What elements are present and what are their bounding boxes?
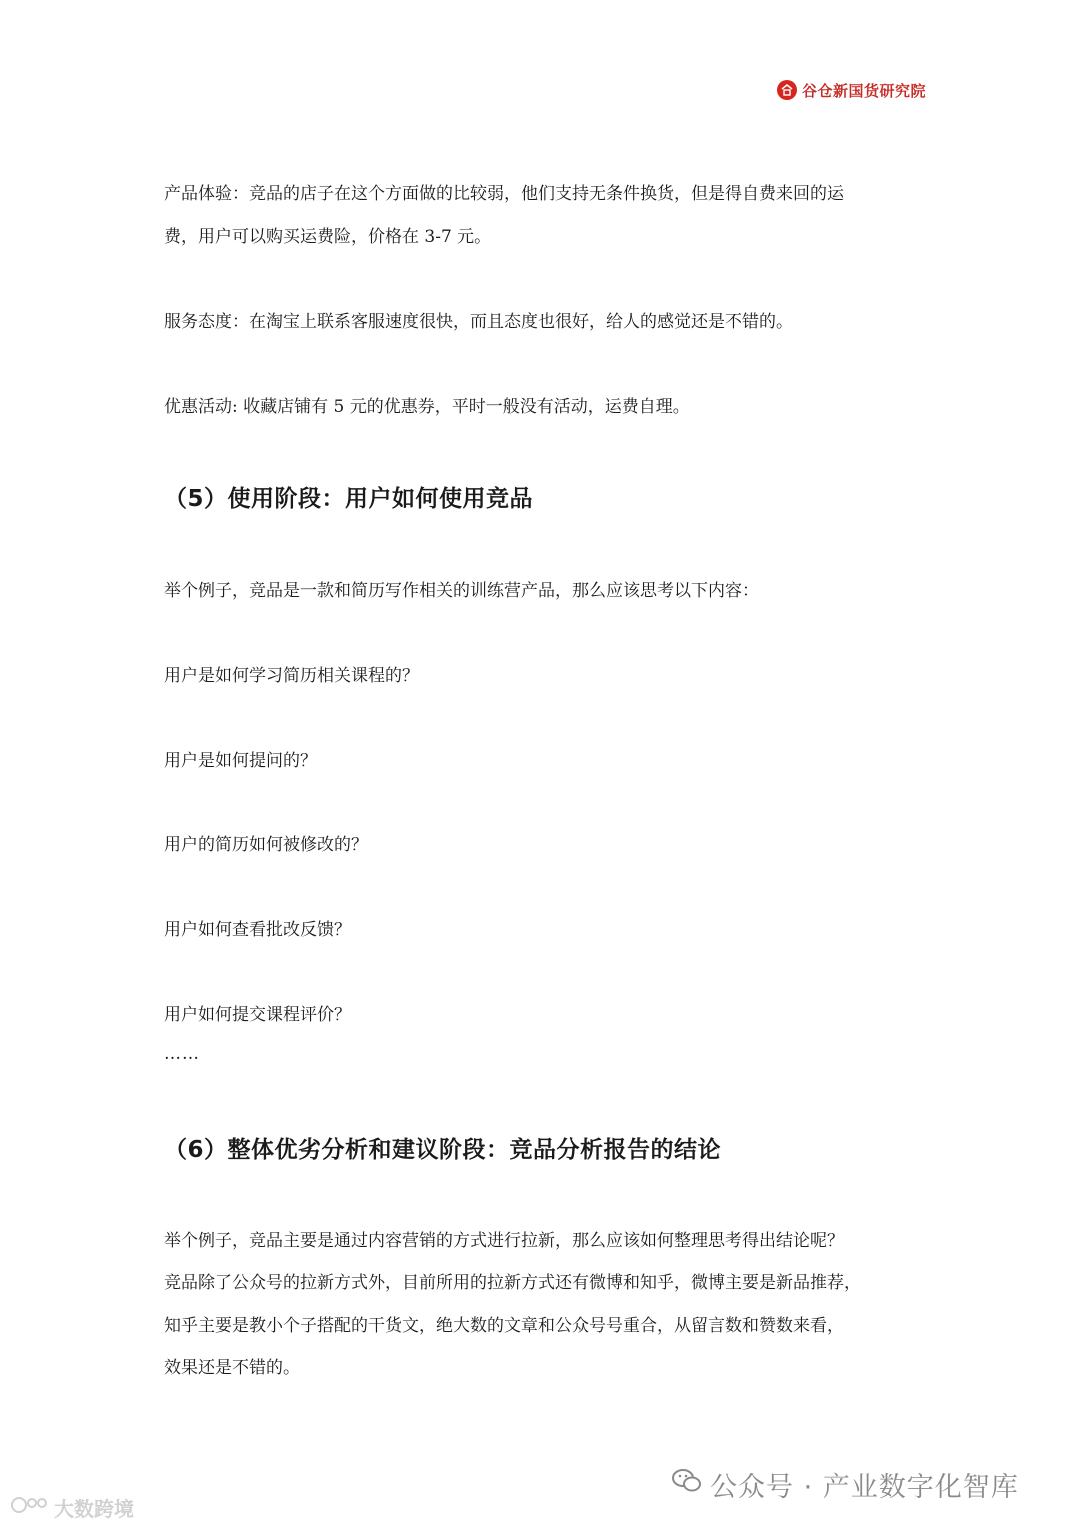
paragraph-promotion: 优惠活动: 收藏店铺有 5 元的优惠券，平时一般没有活动，运费自理。 — [164, 397, 690, 417]
paragraph-usage-example: 举个例子，竞品是一款和简历写作相关的训练营产品，那么应该思考以下内容： — [164, 581, 759, 601]
heading-usage-stage: （5）使用阶段：用户如何使用竞品 — [164, 486, 534, 512]
paragraph-conclusion-line1: 举个例子，竞品主要是通过内容营销的方式进行拉新，那么应该如何整理思考得出结论呢？ — [164, 1231, 844, 1251]
paragraph-conclusion-line3: 知乎主要是教小个子搭配的干货文，绝大数的文章和公众号号重合，从留言数和赞数来看， — [164, 1316, 844, 1336]
paragraph-conclusion-line2: 竞品除了公众号的拉新方式外，目前所用的拉新方式还有微博和知乎，微博主要是新品推荐， — [164, 1273, 861, 1293]
question-learn-courses: 用户是如何学习简历相关课程的？ — [164, 666, 419, 686]
brand-logo — [777, 78, 926, 102]
brand-mark-icon — [777, 80, 797, 100]
watermark-corner — [10, 1493, 134, 1522]
brand-name: 谷仓新国货研究院 — [802, 81, 927, 100]
question-view-feedback: 用户如何查看批改反馈？ — [164, 920, 351, 940]
paragraph-service-attitude: 服务态度：在淘宝上联系客服速度很快，而且态度也很好，给人的感觉还是不错的。 — [164, 312, 793, 332]
paragraph-product-experience-line2: 费，用户可以购买运费险，价格在 3-7 元。 — [164, 227, 492, 247]
question-submit-review: 用户如何提交课程评价？ — [164, 1005, 351, 1025]
paragraph-product-experience-line1: 产品体验：竞品的店子在这个方面做的比较弱，他们支持无条件换货，但是得自费来回的运 — [164, 184, 844, 204]
wechat-icon — [672, 1468, 702, 1501]
ellipsis: …… — [164, 1044, 200, 1064]
paragraph-conclusion-line4: 效果还是不错的。 — [164, 1358, 300, 1378]
corner-logo-icon — [10, 1494, 50, 1521]
watermark-corner-text: 大数跨境 — [54, 1497, 134, 1521]
watermark-wechat — [672, 1465, 1019, 1504]
watermark-wechat-text: 公众号 · 产业数字化智库 — [710, 1472, 1019, 1503]
heading-conclusion-stage: （6）整体优劣分析和建议阶段：竞品分析报告的结论 — [164, 1137, 722, 1163]
question-resume-edit: 用户的简历如何被修改的？ — [164, 835, 368, 855]
question-ask: 用户是如何提问的？ — [164, 751, 317, 771]
